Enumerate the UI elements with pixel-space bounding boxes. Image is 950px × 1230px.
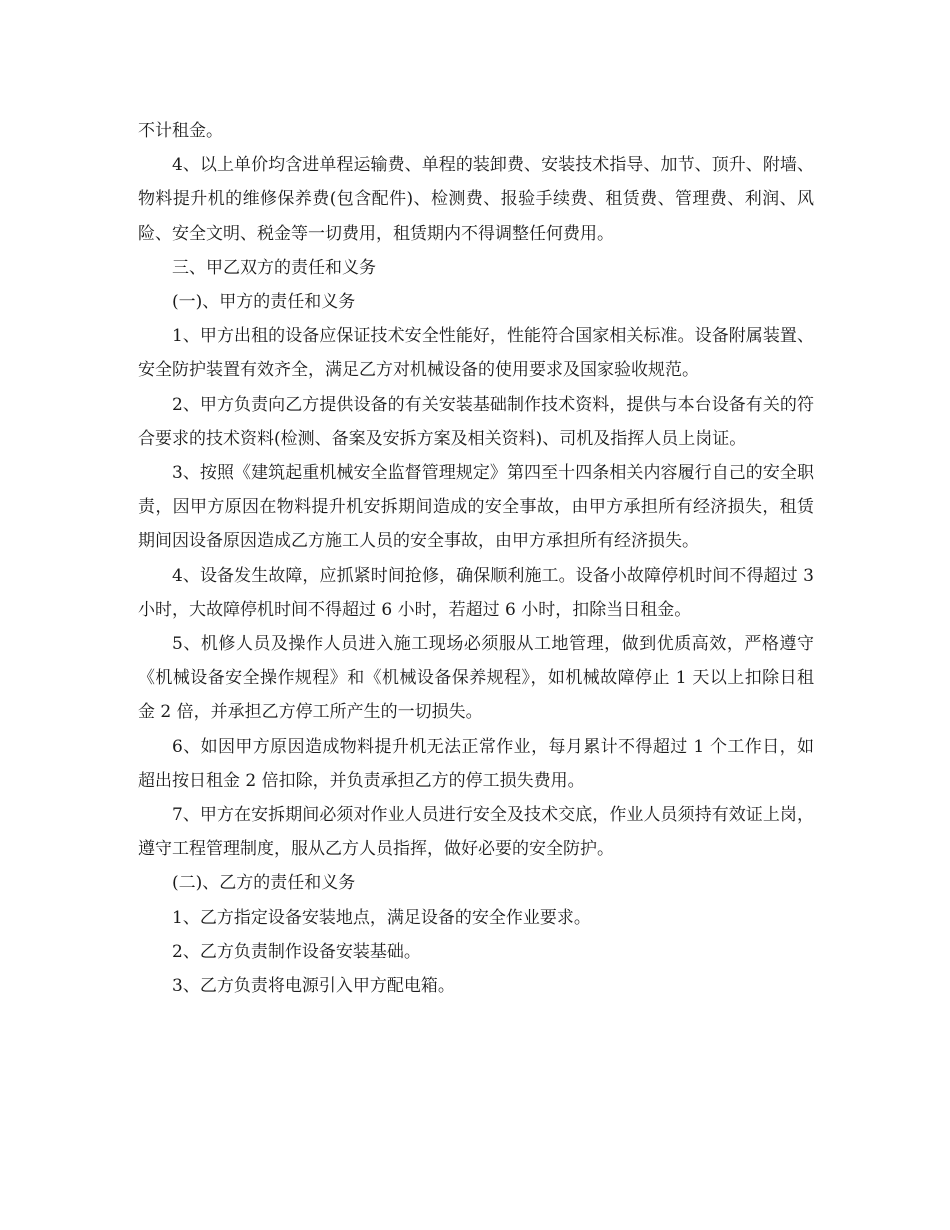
paragraph-a-item-1: 1、甲方出租的设备应保证技术安全性能好，性能符合国家相关标准。设备附属装置、安全防护装置有效齐全，满足乙方对机械设备的使用要求及国家验收规范。 [138,326,814,381]
paragraph-rent-note: 不计租金。 [138,121,223,141]
section-heading-responsibilities: 三、甲乙双方的责任和义务 [172,257,376,278]
paragraph-a-item-6: 6、如因甲方原因造成物料提升机无法正常作业，每月累计不得超过 1 个工作日，如超出按日租金 2 倍扣除，并负责承担乙方的停工损失费用。 [138,736,814,791]
paragraph-a-item-7: 7、甲方在安拆期间必须对作业人员进行安全及技术交底，作业人员须持有效证上岗，遵守工程管理制度，服从乙方人员指挥，做好必要的安全防护。 [138,805,814,860]
paragraph-item-4-price: 4、以上单价均含进单程运输费、单程的装卸费、安装技术指导、加节、顶升、附墙、物料提升机的维修保养费(包含配件)、检测费、报验手续费、租赁费、管理费、利润、风险、安全文明、税金等一切费用，租赁期内不得调整任何费用。 [138,155,814,244]
subsection-heading-party-a: (一)、甲方的责任和义务 [172,292,356,313]
paragraph-a-item-4: 4、设备发生故障，应抓紧时间抢修，确保顺利施工。设备小故障停机时间不得超过 3 小时，大故障停机时间不得超过 6 小时，若超过 6 小时，扣除当日租金。 [138,565,814,620]
paragraph-a-item-2: 2、甲方负责向乙方提供设备的有关安装基础制作技术资料，提供与本台设备有关的符合要求的技术资料(检测、备案及安拆方案及相关资料)、司机及指挥人员上岗证。 [138,394,814,449]
document-body [138,114,814,1003]
paragraph-b-item-3: 3、乙方负责将电源引入甲方配电箱。 [172,976,455,997]
paragraph-a-item-3: 3、按照《建筑起重机械安全监督管理规定》第四至十四条相关内容履行自己的安全职责，因甲方原因在物料提升机安拆期间造成的安全事故，由甲方承担所有经济损失，租赁期间因设备原因造成乙方施工人员的安全事故，由甲方承担所有经济损失。 [138,463,814,552]
paragraph-b-item-1: 1、乙方指定设备安装地点，满足设备的安全作业要求。 [172,907,591,928]
paragraph-a-item-5: 5、机修人员及操作人员进入施工现场必须服从工地管理，做到优质高效，严格遵守《机械设备安全操作规程》和《机械设备保养规程》，如机械故障停止 1 天以上扣除日租金 2 倍，并承担乙方停工所产生的一切损失。 [138,634,814,723]
paragraph-b-item-2: 2、乙方负责制作设备安装基础。 [172,941,421,962]
subsection-heading-party-b: (二)、乙方的责任和义务 [172,873,356,894]
